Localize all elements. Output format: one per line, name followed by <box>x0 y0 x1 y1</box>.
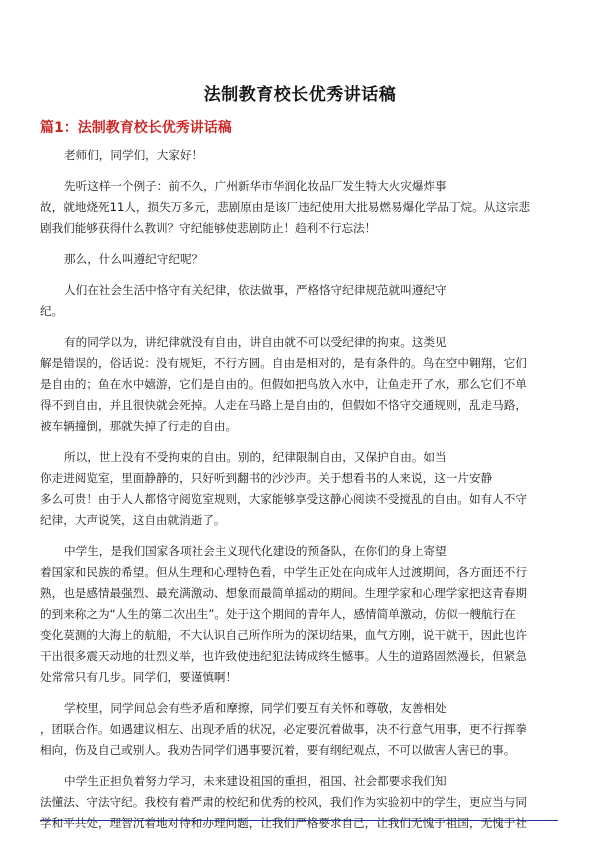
paragraph-line: 剧我们能够获得什么教训？守纪能够使悲剧防止！趋利不行忘法！ <box>40 221 377 235</box>
paragraph-line: 老师们，同学们，大家好！ <box>64 148 204 162</box>
paragraph-line: 被车辆撞倒，那就失掉了行走的自由。 <box>40 419 238 433</box>
paragraph <box>40 541 562 688</box>
paragraph-line: 法懂法、守法守纪。我校有着严肃的校纪和优秀的校风，我们作为实验初中的学生，更应当与同 <box>40 795 527 809</box>
paragraph-line: 处常常只有几步。同学们，要谨慎啊！ <box>40 670 238 684</box>
paragraph-line: 故，就地烧死11人，损失万多元，悲剧原由是该厂违纪使用大批易燃易爆化学品丁烷。从这宗悲 <box>40 200 531 214</box>
paragraph-line: 人们在社会生活中恪守有关纪律，依法做事，严格恪守纪律规范就叫遵纪守 <box>64 283 447 297</box>
paragraph-line: 着国家和民族的希望。但从生理和心理特色看，中学生正处在向成年人过渡期间，各方面还不行 <box>40 565 527 579</box>
paragraph-line: 的到来称之为“人生的第二次出生”。处于这个期间的青年人，感情简单激动，仿似一艘航行在 <box>40 607 516 621</box>
paragraph-line: 先听这样一个例子：前不久，广州新华市华润化妆品厂发生特大火灾爆炸事 <box>64 179 447 193</box>
paragraph-line: 学和平共处，理智沉着地对待和办理问题，让我们严格要求自己，让我们无愧于祖国，无愧于社 <box>40 816 527 830</box>
paragraph <box>40 145 562 166</box>
paragraph-line: 中学生，是我们国家各项社会主义现代化建设的预备队，在你们的身上寄望 <box>64 544 447 558</box>
paragraph <box>40 771 562 834</box>
footer-divider <box>40 820 558 821</box>
section-heading: 篇1：法制教育校长优秀讲话稿 <box>40 120 232 136</box>
speech-body <box>40 145 562 844</box>
paragraph-line: 纪。 <box>40 304 64 318</box>
paragraph <box>40 176 562 239</box>
paragraph-line: 相向，伤及自己或别人。我劝告同学们遇事要沉着，要有纲纪观点，不可以做害人害已的事。 <box>40 743 516 757</box>
paragraph-line: 纪律，大声说笑，这自由就消逝了。 <box>40 513 226 527</box>
paragraph-line: 变化莫测的大海上的航船，不大认识自己所作所为的深切结果，血气方刚，说干就干，因此也许 <box>40 628 527 642</box>
paragraph-line: 有的同学以为，讲纪律就没有自由，讲自由就不可以受纪律的拘束。这类见 <box>64 335 447 349</box>
page-title: 法制教育校长优秀讲话稿 <box>203 85 397 105</box>
paragraph-line: 解是错误的，俗话说：没有规矩，不行方圆。自由是相对的，是有条件的。鸟在空中翱翔，它们 <box>40 356 527 370</box>
paragraph-line: 熟，也是感情最强烈、最充满激动、想象而最简单摇动的期间。生理学家和心理学家把这青春期 <box>40 586 527 600</box>
paragraph-line: 是自由的；鱼在水中嬉游，它们是自由的。但假如把鸟放入水中，让鱼走开了水，那么它们不单 <box>40 377 527 391</box>
paragraph-line: 那么，什么叫遵纪守纪呢？ <box>64 252 204 266</box>
paragraph-line: 所以，世上没有不受拘束的自由。别的，纪律限制自由，又保护自由。如当 <box>64 450 447 464</box>
paragraph-line: ，团联合作。如遇建议相左、出现矛盾的状况，必定要沉着做事，决不行意气用事，更不行挥拳 <box>40 722 527 736</box>
paragraph <box>40 280 562 322</box>
paragraph <box>40 698 562 761</box>
paragraph-line: 干出很多震天动地的壮烈义举，也许致使违纪犯法铸成终生憾事。人生的道路固然漫长，但紧急 <box>40 649 527 663</box>
paragraph <box>40 332 562 437</box>
paragraph-line: 你走进阅览室，里面静静的，只好听到翻书的沙沙声。关于想看书的人来说，这一片安静 <box>40 471 493 485</box>
paragraph-line: 得不到自由，并且很快就会死掉。人走在马路上是自由的，但假如不恪守交通规则，乱走马路， <box>40 398 527 412</box>
paragraph <box>40 447 562 531</box>
paragraph-line: 学校里，同学间总会有些矛盾和摩擦，同学们要互有关怀和尊敬，友善相处 <box>64 701 447 715</box>
paragraph-line: 多么可贵！由于人人都恪守阅览室规则，大家能够享受这静心阅读不受搅乱的自由。如有人不守 <box>40 492 527 506</box>
paragraph-line: 中学生正担负着努力学习，未来建设祖国的重担，祖国、社会都要求我们知 <box>64 774 447 788</box>
paragraph <box>40 249 562 270</box>
